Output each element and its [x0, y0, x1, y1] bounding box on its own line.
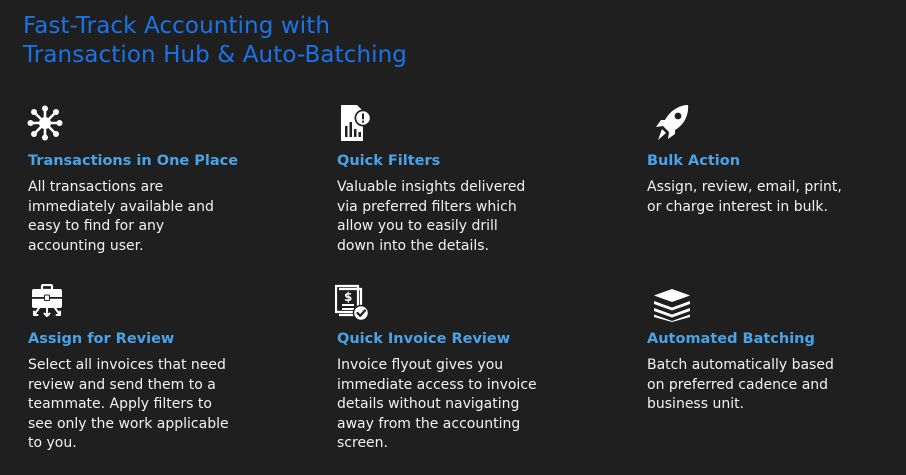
- page-title-line-2: Transaction Hub & Auto-Batching: [23, 42, 408, 68]
- description-line: easy to find for any: [28, 218, 165, 235]
- stacked-layers-icon: [652, 288, 692, 322]
- description-line: on preferred cadence and: [647, 376, 829, 393]
- description-line: see only the work applicable: [28, 415, 229, 432]
- feature-description: [647, 178, 875, 217]
- page-title: [23, 12, 407, 70]
- description-line: details without navigating: [337, 396, 520, 413]
- description-line: immediate access to invoice: [337, 376, 537, 393]
- feature-description: [337, 356, 565, 454]
- feature-title: Assign for Review: [28, 331, 175, 347]
- description-line: Invoice flyout gives you: [337, 357, 504, 373]
- briefcase-distribute-icon: [31, 284, 63, 320]
- description-line: screen.: [337, 435, 388, 452]
- description-line: immediately available and: [28, 198, 214, 215]
- description-line: allow you to easily drill: [337, 218, 498, 235]
- feature-description: [337, 178, 565, 256]
- description-line: Valuable insights delivered: [337, 179, 526, 195]
- description-line: down into the details.: [337, 237, 490, 254]
- network-hub-icon: [26, 104, 64, 142]
- description-line: review and send them to a: [28, 376, 216, 393]
- filter-report-alert-icon: [339, 104, 373, 142]
- feature-description: [647, 356, 875, 415]
- rocket-icon: [655, 104, 691, 142]
- description-line: away from the accounting: [337, 415, 521, 432]
- feature-title: Quick Invoice Review: [337, 331, 511, 347]
- feature-description: [28, 178, 256, 256]
- description-line: via preferred filters which: [337, 198, 517, 215]
- description-line: Assign, review, email, print,: [647, 179, 842, 195]
- feature-title: Automated Batching: [647, 331, 815, 347]
- description-line: to you.: [28, 435, 77, 452]
- description-line: accounting user.: [28, 237, 144, 254]
- page-title-line-1: Fast-Track Accounting with: [23, 13, 331, 39]
- description-line: business unit.: [647, 396, 745, 413]
- feature-title: Bulk Action: [647, 153, 741, 169]
- description-line: teammate. Apply filters to: [28, 396, 212, 413]
- svg-text:$: $: [344, 290, 353, 304]
- description-line: Select all invoices that need: [28, 357, 226, 373]
- description-line: Batch automatically based: [647, 357, 834, 373]
- description-line: All transactions are: [28, 179, 164, 195]
- invoice-check-icon: [335, 284, 371, 322]
- feature-description: [28, 356, 256, 454]
- feature-title: Transactions in One Place: [28, 153, 239, 169]
- feature-title: Quick Filters: [337, 153, 441, 169]
- description-line: or charge interest in bulk.: [647, 198, 828, 215]
